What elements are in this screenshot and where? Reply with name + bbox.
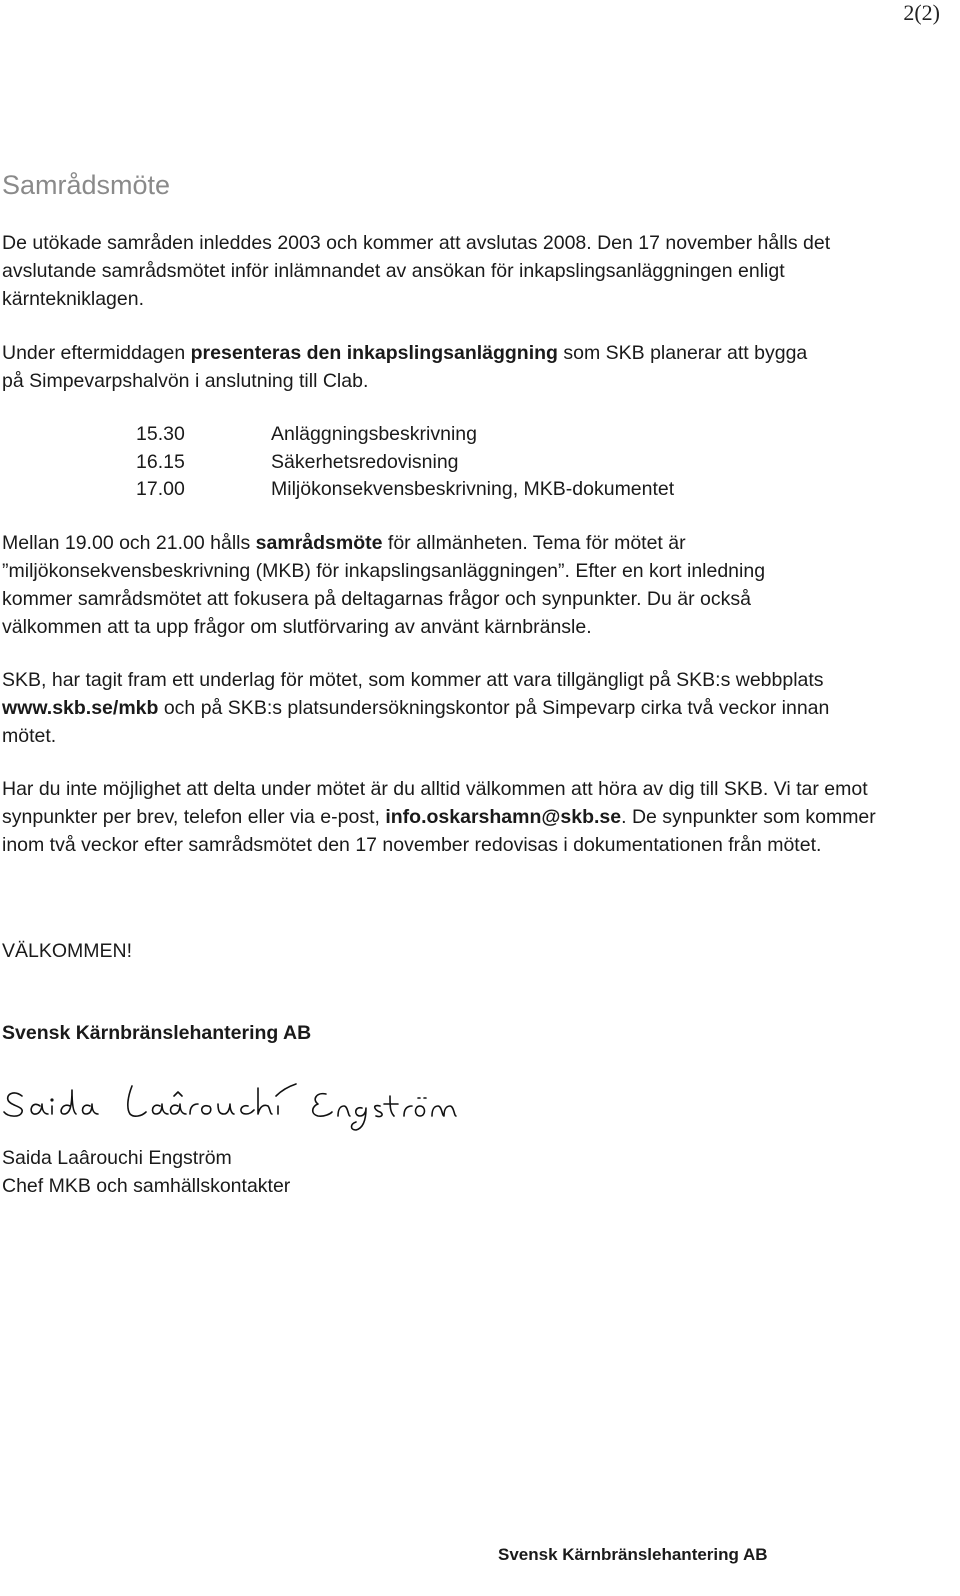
signer-title: Chef MKB och samhällskontakter — [2, 1175, 291, 1197]
intro-paragraph — [2, 229, 882, 313]
schedule-row — [136, 449, 674, 477]
materials-text-end: och på SKB:s platsundersökningskontor på Simpevarp cirka två veckor innan mötet. — [2, 697, 830, 747]
schedule-item: Miljökonsekvensbeskrivning, MKB-dokumentet — [271, 478, 675, 500]
schedule-item: Anläggningsbeskrivning — [271, 423, 477, 445]
website-link[interactable]: www.skb.se/mkb — [2, 697, 159, 719]
welcome-text: VÄLKOMMEN! — [2, 940, 133, 962]
page-title: Samrådsmöte — [2, 170, 171, 200]
intro-text: De utökade samråden inleddes 2003 och kommer att avslutas 2008. Den 17 november hålls det avslutande samrådsmötet inför inlämnandet av ansökan för inkapslingsanläggningen enligt kärntekniklagen. — [2, 232, 831, 310]
schedule-row — [136, 476, 674, 504]
evening-highlight: samrådsmöte — [255, 532, 383, 554]
schedule-item: Säkerhetsredovisning — [271, 450, 459, 473]
signer-block — [2, 1144, 290, 1200]
schedule-time: 16.15 — [136, 450, 185, 473]
afternoon-paragraph — [2, 339, 832, 395]
signature-image — [0, 1072, 480, 1142]
email-link[interactable]: info.oskarshamn@skb.se — [385, 806, 622, 828]
evening-text-end: för allmänheten. Tema för mötet är ”miljökonsekvensbeskrivning (MKB) för inkapslingsanläggningen”. Efter en kort inledning kommer samrådsmötet att fokusera på deltagarnas frågor och synpunkter. Du är också välkommen att ta upp frågor om slutförvaring av använt kärnbränsle. — [2, 532, 766, 638]
schedule-list — [136, 421, 674, 504]
schedule-time: 17.00 — [136, 478, 185, 500]
evening-text-start: Mellan 19.00 och 21.00 hålls — [2, 532, 256, 554]
footer-company: Svensk Kärnbränslehantering AB — [498, 1545, 768, 1564]
company-name: Svensk Kärnbränslehantering AB — [2, 1022, 312, 1044]
materials-text-start: SKB, har tagit fram ett underlag för mötet, som kommer att vara tillgängligt på SKB:s webbplats — [2, 669, 824, 691]
contact-paragraph — [2, 775, 882, 859]
afternoon-text-start: Under eftermiddagen — [2, 342, 191, 364]
afternoon-text-end: som SKB planerar att bygga på Simpevarpshalvön i anslutning till Clab. — [2, 342, 808, 392]
contact-text-end: . De synpunkter som kommer inom två veckor efter samrådsmötet den 17 november redovisas i dokumentationen från mötet. — [2, 806, 876, 856]
page-number: 2(2) — [903, 0, 940, 25]
contact-text-start: Har du inte möjlighet att delta under mötet är du alltid välkommen att höra av dig till SKB. Vi tar emot synpunkter per brev, telefon eller via e-post, — [2, 778, 868, 828]
schedule-time: 15.30 — [136, 423, 185, 445]
evening-paragraph — [2, 529, 792, 641]
afternoon-highlight: presenteras den inkapslingsanläggning — [190, 342, 558, 364]
signer-name: Saida Laârouchi Engström — [2, 1147, 232, 1169]
materials-paragraph — [2, 666, 852, 750]
schedule-row — [136, 421, 674, 449]
